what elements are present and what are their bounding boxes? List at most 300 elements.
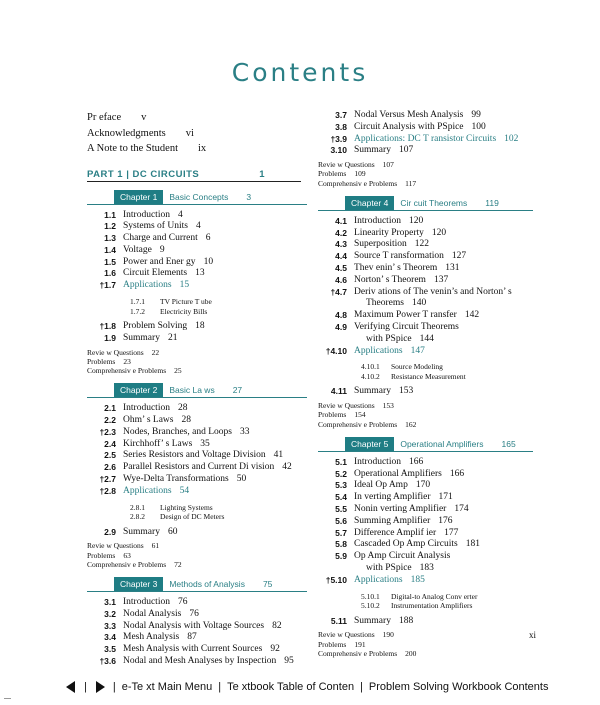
- end-matter-page: 109: [354, 169, 366, 179]
- section-number: 5.2: [335, 468, 347, 479]
- section-title[interactable]: [354, 322, 533, 346]
- section-title[interactable]: [123, 450, 307, 462]
- section-title[interactable]: [354, 239, 533, 251]
- section-item[interactable]: [87, 427, 307, 439]
- section-page: 33: [239, 426, 250, 437]
- section-item[interactable]: [318, 516, 533, 528]
- nav-separator: |: [112, 681, 116, 693]
- section-title-text: Nodes, Branches, and Loops: [123, 426, 232, 437]
- section-number: 1.5: [104, 256, 116, 267]
- section-item[interactable]: [87, 597, 307, 609]
- part-header[interactable]: [87, 169, 301, 182]
- end-matter-page: 23: [123, 356, 131, 366]
- section-title[interactable]: [354, 469, 533, 481]
- end-matter-label: Problems: [318, 639, 347, 649]
- section-page: 92: [270, 644, 280, 655]
- section-title-text: Series Resistors and Voltage Division: [123, 450, 266, 461]
- section-number: 3.5: [104, 644, 116, 655]
- section-title[interactable]: [123, 233, 307, 245]
- section-page: 60: [167, 526, 178, 537]
- section-number: 4.6: [335, 274, 347, 285]
- subsection-list: [87, 503, 307, 522]
- subsection-item[interactable]: [87, 512, 307, 522]
- end-matter-item[interactable]: [318, 420, 533, 429]
- section-item[interactable]: [318, 145, 533, 157]
- section-title[interactable]: [354, 310, 533, 322]
- section-title[interactable]: [123, 210, 307, 222]
- section-page: 50: [236, 474, 247, 485]
- section-page: 4: [195, 221, 201, 232]
- section-title-text: Summing Amplifier: [354, 515, 431, 526]
- section-title[interactable]: [123, 321, 307, 333]
- section-number: 2.4: [104, 438, 116, 449]
- subsection-item[interactable]: [318, 362, 533, 372]
- section-item[interactable]: [318, 504, 533, 516]
- section-item[interactable]: [318, 310, 533, 322]
- section-item[interactable]: [87, 644, 307, 656]
- section-number: 5.9: [335, 551, 347, 562]
- section-page: 122: [414, 239, 430, 250]
- end-matter-label: Revie w Questions: [87, 541, 144, 551]
- chapter-header[interactable]: [318, 437, 533, 452]
- section-list: [87, 597, 307, 668]
- section-item[interactable]: [318, 457, 533, 469]
- chapter-header[interactable]: [87, 577, 307, 592]
- section-number: †2.3: [99, 426, 116, 437]
- section-list: [318, 110, 533, 157]
- front-matter-label: A Note to the Student: [87, 143, 178, 154]
- section-title-text: Summary: [123, 332, 160, 343]
- section-item[interactable]: [87, 486, 307, 498]
- section-title-text: Thev enin’ s Theorem: [354, 262, 438, 273]
- section-item[interactable]: [318, 616, 533, 628]
- end-matter: [87, 541, 307, 569]
- triangle-right-icon[interactable]: [93, 680, 107, 694]
- chapter-page: 27: [232, 385, 243, 396]
- chapter-name[interactable]: Cir cuit Theorems: [400, 197, 468, 208]
- subsection-item[interactable]: [318, 601, 533, 611]
- chapter-name[interactable]: Methods of Analysis: [169, 579, 245, 590]
- section-title[interactable]: [354, 575, 533, 587]
- section-item[interactable]: [318, 346, 533, 358]
- end-matter: [318, 160, 533, 188]
- section-page: 188: [398, 615, 414, 626]
- subsection-title: Lighting Systems: [160, 502, 213, 512]
- section-title[interactable]: [354, 516, 533, 528]
- main-menu-link[interactable]: e-Te xt Main Menu: [121, 681, 213, 693]
- section-number: 5.4: [335, 492, 347, 503]
- section-title-text: Nodal Analysis: [123, 608, 182, 619]
- section-page: 102: [504, 133, 519, 144]
- section-item[interactable]: [87, 415, 307, 427]
- section-page: 18: [195, 321, 205, 332]
- chapter-tab[interactable]: Chapter 2: [114, 383, 163, 397]
- section-item[interactable]: [318, 551, 533, 575]
- section-item[interactable]: [87, 257, 307, 269]
- section-item[interactable]: [87, 450, 307, 462]
- section-number: 3.10: [330, 145, 347, 156]
- section-number: 1.3: [104, 233, 116, 244]
- subsection-item[interactable]: [87, 503, 307, 513]
- chapter-header[interactable]: [87, 190, 307, 205]
- subsection-number: 5.10.1: [361, 591, 380, 601]
- section-item[interactable]: [318, 386, 533, 398]
- section-title[interactable]: [354, 346, 533, 358]
- nav-separator: |: [84, 681, 87, 693]
- section-number: †2.7: [99, 474, 116, 485]
- section-number: 1.2: [104, 221, 116, 232]
- subsection-title: Digital-to Analog Conv erter: [391, 591, 478, 601]
- section-item[interactable]: [318, 575, 533, 587]
- end-matter-page: 72: [174, 559, 182, 569]
- section-title[interactable]: [123, 632, 307, 644]
- end-matter-label: Comprehensiv e Problems: [318, 648, 398, 658]
- section-title-text: Deriv ations of The venin’s and Norton’ s: [354, 286, 512, 297]
- chapter-name[interactable]: Basic Concepts: [169, 191, 229, 202]
- right-column: [318, 110, 533, 658]
- end-matter-label: Comprehensiv e Problems: [87, 366, 167, 376]
- section-item[interactable]: [87, 462, 307, 474]
- section-title[interactable]: [354, 216, 533, 228]
- chapter-name[interactable]: Operational Amplifiers: [400, 438, 484, 449]
- workbook-contents-link[interactable]: Problem Solving Workbook Contents: [368, 681, 549, 693]
- end-matter-page: 25: [174, 366, 182, 376]
- section-item[interactable]: [318, 239, 533, 251]
- chapter-header[interactable]: [318, 196, 533, 211]
- section-item[interactable]: [318, 539, 533, 551]
- section-page: 13: [195, 268, 205, 279]
- section-number: 3.4: [104, 632, 116, 643]
- section-number: 4.1: [335, 215, 347, 226]
- section-item[interactable]: [87, 474, 307, 486]
- section-item[interactable]: [87, 527, 307, 539]
- section-title-text: Problem Solving: [123, 321, 188, 332]
- section-title[interactable]: [354, 287, 533, 311]
- section-number: 5.5: [335, 503, 347, 514]
- section-page: 166: [408, 456, 424, 467]
- section-item[interactable]: [87, 268, 307, 280]
- left-column: [87, 110, 307, 668]
- section-title[interactable]: [123, 403, 307, 415]
- section-title-text: Norton’ s Theorem: [354, 274, 426, 285]
- section-title-text: Parallel Resistors and Current Di vision: [123, 462, 275, 473]
- section-page: 82: [272, 620, 282, 631]
- section-title-text: Nonin verting Amplifier: [354, 503, 447, 514]
- section-item[interactable]: [318, 480, 533, 492]
- section-item[interactable]: [87, 245, 307, 257]
- section-item[interactable]: [318, 122, 533, 134]
- section-title-text: Summary: [354, 386, 391, 397]
- section-item[interactable]: [87, 621, 307, 633]
- section-title[interactable]: [354, 251, 533, 263]
- page-title: Contents: [231, 58, 369, 87]
- end-matter-label: Comprehensiv e Problems: [318, 419, 398, 429]
- section-title[interactable]: [123, 656, 307, 668]
- section-page: 28: [181, 415, 191, 426]
- section-page: 137: [433, 274, 449, 285]
- part-page: 1: [259, 168, 266, 180]
- chapter-page: 3: [246, 191, 252, 202]
- section-title[interactable]: [123, 527, 307, 539]
- section-title[interactable]: [123, 439, 307, 451]
- section-title[interactable]: [123, 427, 307, 439]
- front-matter-item[interactable]: [87, 126, 307, 142]
- section-page: 6: [205, 233, 211, 244]
- section-number: 1.9: [104, 332, 116, 343]
- section-title[interactable]: [123, 609, 307, 621]
- section-title[interactable]: [354, 551, 533, 575]
- section-title-text: Wye-Delta Transformations: [123, 474, 229, 485]
- subsection-item[interactable]: [318, 592, 533, 602]
- section-title-text: Operational Amplifiers: [354, 468, 442, 479]
- end-matter-page: 153: [382, 401, 394, 411]
- section-item[interactable]: [318, 110, 533, 122]
- section-item[interactable]: [318, 322, 533, 346]
- section-page: 21: [167, 332, 178, 343]
- section-page: 35: [200, 438, 210, 449]
- section-title[interactable]: [354, 263, 533, 275]
- section-title[interactable]: [354, 528, 533, 540]
- section-page: 42: [282, 462, 292, 473]
- end-matter-item[interactable]: [318, 630, 533, 639]
- section-title-text: Circuit Elements: [123, 268, 188, 279]
- section-title-text: Linearity Property: [354, 227, 424, 238]
- section-page: 9: [159, 244, 165, 255]
- section-item[interactable]: [318, 251, 533, 263]
- section-title[interactable]: [354, 386, 533, 398]
- section-title-text: Introduction: [123, 597, 170, 608]
- subsection-number: 1.7.1: [130, 297, 145, 307]
- section-item[interactable]: [318, 228, 533, 240]
- section-item[interactable]: [318, 275, 533, 287]
- section-number: 5.11: [330, 615, 347, 626]
- section-title[interactable]: [123, 333, 307, 345]
- section-item[interactable]: [87, 439, 307, 451]
- section-item[interactable]: [318, 492, 533, 504]
- section-title[interactable]: [354, 539, 533, 551]
- chapter-name[interactable]: Basic La ws: [169, 385, 215, 396]
- end-matter-page: 154: [354, 410, 366, 420]
- subsection-number: 2.8.1: [130, 502, 145, 512]
- section-number: †1.7: [99, 280, 116, 291]
- section-title[interactable]: [354, 134, 533, 146]
- end-matter-label: Comprehensiv e Problems: [318, 178, 398, 188]
- section-title-text: Introduction: [354, 456, 401, 467]
- section-title[interactable]: [354, 228, 533, 240]
- end-matter-page: 22: [151, 347, 160, 357]
- section-title-continued: with PSpice: [366, 333, 412, 344]
- section-number: 5.3: [335, 480, 347, 491]
- section-title-text: In verting Amplifier: [354, 492, 431, 503]
- section-title[interactable]: [123, 486, 307, 498]
- section-item[interactable]: [87, 609, 307, 621]
- section-title-text: Mesh Analysis with Current Sources: [123, 644, 263, 655]
- section-title-text: Systems of Units: [123, 221, 188, 232]
- section-title-text: Applications: [354, 574, 403, 585]
- section-title-text: Nodal Versus Mesh Analysis: [354, 110, 464, 120]
- section-item[interactable]: [318, 216, 533, 228]
- section-item[interactable]: [87, 221, 307, 233]
- chapter-page: 119: [485, 197, 499, 208]
- section-title[interactable]: [123, 268, 307, 280]
- section-number: 3.1: [104, 597, 116, 608]
- section-page: 170: [415, 480, 431, 491]
- section-item[interactable]: [318, 469, 533, 481]
- section-item[interactable]: [87, 321, 307, 333]
- subsection-title: Design of DC Meters: [160, 512, 225, 522]
- section-title[interactable]: [123, 221, 307, 233]
- section-title-text: Verifying Circuit Theorems: [354, 321, 459, 332]
- section-item[interactable]: [318, 134, 533, 146]
- nav-separator: |: [218, 681, 222, 693]
- section-title[interactable]: [354, 616, 533, 628]
- triangle-left-icon[interactable]: [64, 680, 78, 694]
- section-page: 127: [451, 251, 467, 262]
- section-page: 120: [431, 227, 447, 238]
- subsection-title: Resistance Measurement: [391, 371, 466, 381]
- page-number: xi: [529, 630, 537, 640]
- section-number: †5.10: [325, 574, 347, 585]
- section-number: 5.7: [335, 527, 347, 538]
- section-item[interactable]: [318, 287, 533, 311]
- section-title[interactable]: [123, 621, 307, 633]
- section-item[interactable]: [87, 632, 307, 644]
- end-matter-label: Problems: [87, 356, 116, 366]
- section-title-text: Cascaded Op Amp Circuits: [354, 539, 458, 550]
- section-title[interactable]: [123, 280, 307, 292]
- section-item[interactable]: [87, 280, 307, 292]
- section-title[interactable]: [123, 644, 307, 656]
- chapter-tab[interactable]: Chapter 1: [114, 190, 163, 204]
- chapter-header[interactable]: [87, 383, 307, 398]
- end-matter-item[interactable]: [87, 357, 307, 366]
- section-item[interactable]: [87, 403, 307, 415]
- section-page: 28: [177, 403, 188, 414]
- section-title[interactable]: [354, 457, 533, 469]
- section-list: [318, 216, 533, 398]
- subsection-item[interactable]: [318, 372, 533, 382]
- section-title-text: Power and Ener gy: [123, 256, 196, 267]
- section-page: 185: [410, 574, 425, 585]
- end-matter-label: Problems: [318, 169, 347, 179]
- section-title[interactable]: [123, 462, 307, 474]
- nav-separator: |: [360, 681, 363, 693]
- section-number: 4.8: [335, 310, 347, 321]
- subsection-item[interactable]: [87, 307, 307, 317]
- section-number: †1.8: [99, 321, 116, 332]
- section-title[interactable]: [123, 474, 307, 486]
- section-title-continued: with PSpice: [366, 562, 412, 573]
- section-page: 54: [179, 485, 190, 496]
- end-matter-item[interactable]: [318, 649, 533, 658]
- end-matter-item[interactable]: [318, 160, 533, 169]
- end-matter-item[interactable]: [318, 179, 533, 188]
- section-title[interactable]: [354, 492, 533, 504]
- section-number: 3.8: [335, 121, 347, 132]
- section-item[interactable]: [318, 528, 533, 540]
- section-page: 131: [445, 262, 460, 273]
- chapter-tab[interactable]: Chapter 5: [345, 437, 394, 451]
- section-title-text: Maximum Power T ransfer: [354, 310, 457, 321]
- subsection-number: 1.7.2: [130, 306, 145, 316]
- section-number: 2.6: [104, 462, 116, 473]
- section-number: 3.2: [104, 608, 116, 619]
- end-matter-page: 63: [123, 550, 131, 560]
- section-title[interactable]: [354, 504, 533, 516]
- end-matter-item[interactable]: [318, 401, 533, 410]
- section-item[interactable]: [87, 233, 307, 245]
- section-title[interactable]: [123, 415, 307, 427]
- end-matter-page: 61: [151, 541, 160, 551]
- end-matter-page: 117: [405, 178, 417, 188]
- subsection-title: Source Modeling: [391, 362, 443, 372]
- textbook-toc-link[interactable]: Te xtbook Table of Conten: [227, 681, 355, 693]
- chapter-tab[interactable]: Chapter 4: [345, 196, 394, 210]
- section-number: †3.6: [99, 656, 116, 667]
- end-matter-page: 191: [354, 639, 366, 649]
- end-matter: [318, 401, 533, 429]
- section-title[interactable]: [123, 597, 307, 609]
- section-title-text: Mesh Analysis: [123, 632, 180, 643]
- section-item[interactable]: [318, 263, 533, 275]
- front-matter-item[interactable]: [87, 110, 307, 126]
- chapter-tab[interactable]: Chapter 3: [114, 577, 163, 591]
- section-page: 176: [438, 515, 453, 526]
- section-title-text: Nodal Analysis with Voltage Sources: [123, 620, 265, 631]
- subsection-list: [87, 297, 307, 316]
- section-title-text: Summary: [123, 526, 160, 537]
- section-number: 5.1: [335, 456, 347, 467]
- section-number: 1.1: [104, 209, 116, 220]
- section-number: 4.4: [335, 251, 347, 262]
- section-title[interactable]: [123, 257, 307, 269]
- end-matter-item[interactable]: [318, 640, 533, 649]
- section-title-text: Difference Amplif ier: [354, 527, 437, 538]
- subsection-item[interactable]: [87, 297, 307, 307]
- front-matter-page: ix: [198, 143, 207, 154]
- end-matter-item[interactable]: [318, 410, 533, 419]
- section-number: †3.9: [330, 133, 347, 144]
- section-title[interactable]: [354, 110, 533, 122]
- section-page: 99: [471, 110, 481, 120]
- end-matter-item[interactable]: [87, 541, 307, 550]
- section-item[interactable]: [87, 333, 307, 345]
- section-title-text: Source T ransformation: [354, 251, 444, 262]
- section-title[interactable]: [354, 145, 533, 157]
- subsection-title: Electricity Bills: [160, 306, 208, 316]
- section-title[interactable]: [354, 480, 533, 492]
- section-page: 166: [449, 468, 465, 479]
- section-title[interactable]: [354, 275, 533, 287]
- section-title-text: Voltage: [123, 244, 152, 255]
- end-matter-item[interactable]: [87, 551, 307, 560]
- section-item[interactable]: [87, 656, 307, 668]
- section-page: 153: [398, 386, 414, 397]
- section-title-text: Applications: [123, 280, 172, 291]
- end-matter-item[interactable]: [318, 169, 533, 178]
- section-title[interactable]: [123, 245, 307, 257]
- section-title-text: Ideal Op Amp: [354, 480, 408, 491]
- end-matter: [318, 630, 533, 658]
- section-item[interactable]: [87, 210, 307, 222]
- end-matter-item[interactable]: [87, 560, 307, 569]
- end-matter-item[interactable]: [87, 366, 307, 375]
- section-title-text: Applications: [123, 485, 172, 496]
- end-matter-item[interactable]: [87, 348, 307, 357]
- subsection-list: [318, 362, 533, 381]
- front-matter-item[interactable]: [87, 141, 307, 157]
- section-title[interactable]: [354, 122, 533, 134]
